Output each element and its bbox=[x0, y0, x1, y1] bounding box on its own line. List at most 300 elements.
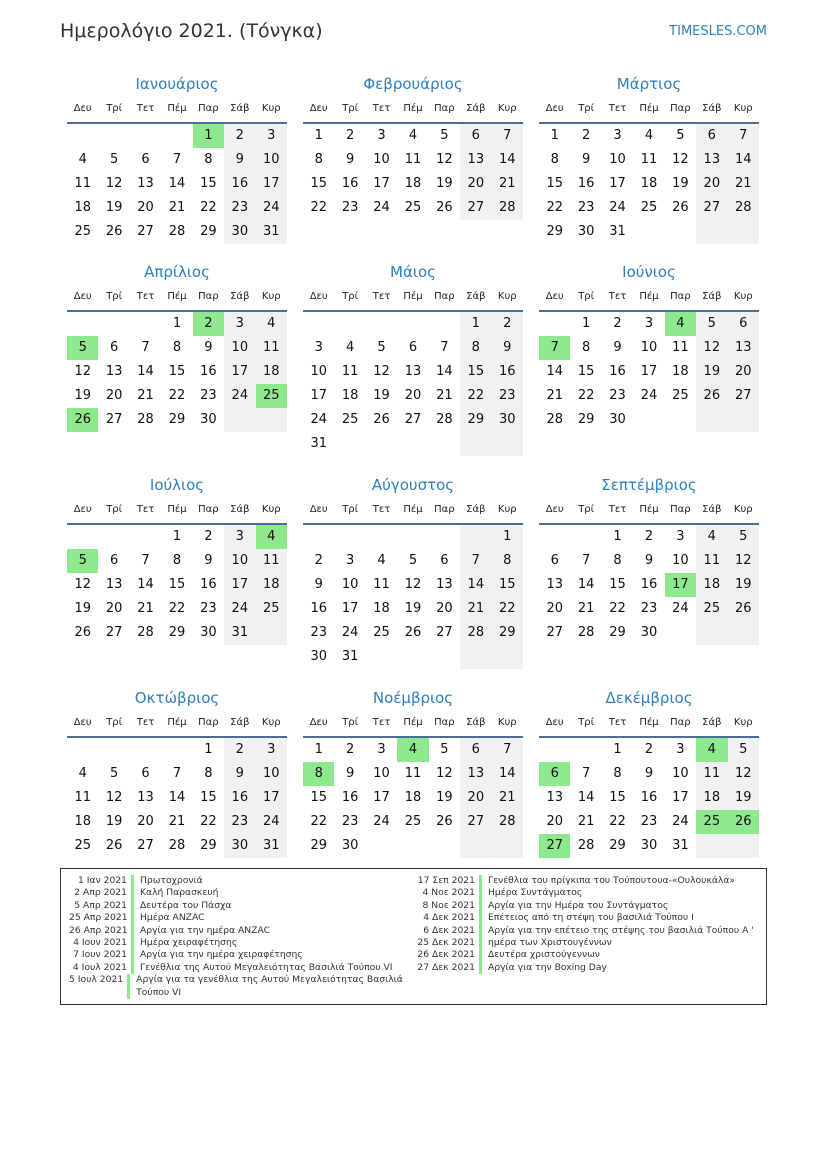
day-cell[interactable]: 6 bbox=[550, 553, 559, 568]
day-cell[interactable]: 21 bbox=[577, 814, 595, 829]
day-cell[interactable]: 9 bbox=[204, 340, 213, 355]
day-cell[interactable]: 7 bbox=[492, 124, 523, 148]
day-cell[interactable]: 18 bbox=[373, 601, 390, 616]
day-cell[interactable]: 1 bbox=[172, 316, 182, 331]
day-cell[interactable]: 18 bbox=[696, 786, 727, 810]
day-cell[interactable]: 1 bbox=[314, 128, 323, 143]
day-cell[interactable]: 13 bbox=[460, 762, 491, 786]
holiday-day-cell[interactable]: 4 bbox=[665, 312, 696, 336]
day-cell[interactable]: 21 bbox=[577, 601, 595, 616]
day-cell[interactable]: 17 bbox=[373, 176, 390, 191]
day-cell[interactable]: 26 bbox=[373, 412, 390, 427]
day-cell[interactable]: 9 bbox=[345, 152, 355, 167]
day-cell[interactable]: 6 bbox=[696, 124, 727, 148]
day-cell[interactable]: 13 bbox=[137, 790, 154, 805]
day-cell[interactable]: 17 bbox=[609, 176, 626, 191]
day-cell[interactable]: 24 bbox=[672, 814, 689, 829]
day-cell[interactable]: 28 bbox=[168, 838, 186, 853]
day-cell[interactable]: 9 bbox=[581, 152, 591, 167]
day-cell[interactable]: 1 bbox=[460, 312, 491, 336]
day-cell[interactable]: 8 bbox=[204, 766, 213, 781]
day-cell[interactable]: 13 bbox=[105, 364, 123, 379]
day-cell[interactable]: 20 bbox=[404, 388, 422, 403]
day-cell[interactable]: 17 bbox=[224, 573, 255, 597]
day-cell[interactable]: 7 bbox=[172, 152, 182, 167]
day-cell[interactable]: 6 bbox=[460, 738, 491, 762]
day-cell[interactable]: 30 bbox=[341, 838, 359, 853]
day-cell[interactable]: 14 bbox=[168, 176, 186, 191]
day-cell[interactable]: 19 bbox=[672, 176, 689, 191]
day-cell[interactable]: 9 bbox=[224, 762, 255, 786]
day-cell[interactable]: 18 bbox=[640, 176, 658, 191]
day-cell[interactable]: 12 bbox=[105, 790, 123, 805]
day-cell[interactable]: 23 bbox=[200, 388, 217, 403]
day-cell[interactable]: 2 bbox=[644, 742, 654, 757]
day-cell[interactable]: 15 bbox=[310, 790, 327, 805]
day-cell[interactable]: 10 bbox=[341, 577, 359, 592]
day-cell[interactable]: 8 bbox=[613, 553, 622, 568]
day-cell[interactable]: 24 bbox=[373, 814, 390, 829]
day-cell[interactable]: 9 bbox=[204, 553, 213, 568]
day-cell[interactable]: 24 bbox=[640, 388, 658, 403]
day-cell[interactable]: 28 bbox=[492, 196, 523, 220]
site-link[interactable]: TIMESLES.COM bbox=[669, 24, 767, 39]
day-cell[interactable]: 21 bbox=[492, 172, 523, 196]
day-cell[interactable]: 21 bbox=[492, 786, 523, 810]
day-cell[interactable]: 19 bbox=[74, 601, 91, 616]
day-cell[interactable]: 10 bbox=[672, 766, 689, 781]
day-cell[interactable]: 15 bbox=[546, 176, 563, 191]
day-cell[interactable]: 5 bbox=[676, 128, 685, 143]
day-cell[interactable]: 30 bbox=[310, 649, 327, 664]
day-cell[interactable]: 21 bbox=[137, 388, 154, 403]
day-cell[interactable]: 26 bbox=[436, 814, 453, 829]
day-cell[interactable]: 7 bbox=[492, 738, 523, 762]
day-cell[interactable]: 24 bbox=[256, 196, 287, 220]
day-cell[interactable]: 9 bbox=[224, 148, 255, 172]
day-cell[interactable]: 10 bbox=[224, 549, 255, 573]
day-cell[interactable]: 28 bbox=[577, 838, 595, 853]
day-cell[interactable]: 30 bbox=[492, 408, 523, 432]
day-cell[interactable]: 16 bbox=[341, 176, 359, 191]
day-cell[interactable]: 9 bbox=[492, 336, 523, 360]
day-cell[interactable]: 19 bbox=[728, 786, 759, 810]
day-cell[interactable]: 6 bbox=[408, 340, 418, 355]
day-cell[interactable]: 20 bbox=[105, 388, 123, 403]
day-cell[interactable]: 21 bbox=[168, 200, 186, 215]
day-cell[interactable]: 11 bbox=[404, 766, 422, 781]
day-cell[interactable]: 19 bbox=[728, 573, 759, 597]
day-cell[interactable]: 30 bbox=[200, 625, 217, 640]
day-cell[interactable]: 18 bbox=[256, 573, 287, 597]
day-cell[interactable]: 16 bbox=[609, 364, 626, 379]
day-cell[interactable]: 12 bbox=[672, 152, 689, 167]
day-cell[interactable]: 3 bbox=[377, 128, 386, 143]
day-cell[interactable]: 8 bbox=[613, 766, 622, 781]
day-cell[interactable]: 22 bbox=[200, 200, 217, 215]
day-cell[interactable]: 20 bbox=[728, 360, 759, 384]
day-cell[interactable]: 27 bbox=[696, 196, 727, 220]
day-cell[interactable]: 4 bbox=[78, 152, 87, 167]
day-cell[interactable]: 29 bbox=[200, 224, 217, 239]
holiday-day-cell[interactable]: 4 bbox=[696, 738, 727, 762]
day-cell[interactable]: 27 bbox=[728, 384, 759, 408]
day-cell[interactable]: 3 bbox=[676, 742, 685, 757]
holiday-day-cell[interactable]: 27 bbox=[539, 834, 570, 858]
day-cell[interactable]: 13 bbox=[546, 790, 563, 805]
holiday-day-cell[interactable]: 25 bbox=[256, 384, 287, 408]
day-cell[interactable]: 27 bbox=[436, 625, 453, 640]
day-cell[interactable]: 29 bbox=[609, 838, 626, 853]
day-cell[interactable]: 10 bbox=[256, 148, 287, 172]
day-cell[interactable]: 2 bbox=[345, 742, 355, 757]
day-cell[interactable]: 18 bbox=[404, 176, 422, 191]
day-cell[interactable]: 25 bbox=[640, 200, 658, 215]
day-cell[interactable]: 25 bbox=[256, 597, 287, 621]
day-cell[interactable]: 15 bbox=[200, 790, 217, 805]
day-cell[interactable]: 23 bbox=[341, 200, 359, 215]
day-cell[interactable]: 12 bbox=[728, 549, 759, 573]
day-cell[interactable]: 5 bbox=[109, 152, 119, 167]
day-cell[interactable]: 25 bbox=[341, 412, 359, 427]
day-cell[interactable]: 17 bbox=[256, 786, 287, 810]
day-cell[interactable]: 2 bbox=[492, 312, 523, 336]
day-cell[interactable]: 20 bbox=[105, 601, 123, 616]
day-cell[interactable]: 13 bbox=[404, 364, 422, 379]
day-cell[interactable]: 14 bbox=[577, 577, 595, 592]
day-cell[interactable]: 18 bbox=[696, 573, 727, 597]
day-cell[interactable]: 26 bbox=[404, 625, 422, 640]
day-cell[interactable]: 17 bbox=[672, 790, 689, 805]
day-cell[interactable]: 16 bbox=[200, 364, 217, 379]
day-cell[interactable]: 25 bbox=[74, 838, 91, 853]
day-cell[interactable]: 30 bbox=[200, 412, 217, 427]
day-cell[interactable]: 1 bbox=[613, 742, 622, 757]
day-cell[interactable]: 31 bbox=[224, 621, 255, 645]
day-cell[interactable]: 5 bbox=[109, 766, 119, 781]
day-cell[interactable]: 1 bbox=[613, 529, 622, 544]
day-cell[interactable]: 27 bbox=[546, 625, 563, 640]
day-cell[interactable]: 13 bbox=[696, 148, 727, 172]
day-cell[interactable]: 23 bbox=[341, 814, 359, 829]
day-cell[interactable]: 11 bbox=[74, 790, 91, 805]
day-cell[interactable]: 16 bbox=[224, 172, 255, 196]
day-cell[interactable]: 7 bbox=[172, 766, 182, 781]
day-cell[interactable]: 8 bbox=[172, 553, 182, 568]
holiday-day-cell[interactable]: 2 bbox=[193, 312, 224, 336]
day-cell[interactable]: 23 bbox=[577, 200, 595, 215]
day-cell[interactable]: 3 bbox=[345, 553, 355, 568]
day-cell[interactable]: 2 bbox=[224, 124, 255, 148]
holiday-day-cell[interactable]: 5 bbox=[67, 336, 98, 360]
day-cell[interactable]: 15 bbox=[492, 573, 523, 597]
day-cell[interactable]: 27 bbox=[404, 412, 422, 427]
day-cell[interactable]: 19 bbox=[105, 200, 123, 215]
day-cell[interactable]: 4 bbox=[644, 128, 654, 143]
day-cell[interactable]: 2 bbox=[224, 738, 255, 762]
day-cell[interactable]: 14 bbox=[460, 573, 491, 597]
day-cell[interactable]: 9 bbox=[314, 577, 323, 592]
day-cell[interactable]: 10 bbox=[224, 336, 255, 360]
day-cell[interactable]: 10 bbox=[640, 340, 658, 355]
day-cell[interactable]: 28 bbox=[436, 412, 453, 427]
day-cell[interactable]: 24 bbox=[609, 200, 626, 215]
day-cell[interactable]: 19 bbox=[436, 790, 453, 805]
day-cell[interactable]: 29 bbox=[546, 224, 563, 239]
day-cell[interactable]: 21 bbox=[546, 388, 563, 403]
day-cell[interactable]: 27 bbox=[460, 196, 491, 220]
day-cell[interactable]: 8 bbox=[460, 336, 491, 360]
day-cell[interactable]: 3 bbox=[224, 525, 255, 549]
day-cell[interactable]: 7 bbox=[460, 549, 491, 573]
day-cell[interactable]: 30 bbox=[640, 625, 658, 640]
day-cell[interactable]: 29 bbox=[168, 412, 186, 427]
day-cell[interactable]: 24 bbox=[310, 412, 327, 427]
day-cell[interactable]: 11 bbox=[672, 340, 689, 355]
day-cell[interactable]: 15 bbox=[310, 176, 327, 191]
day-cell[interactable]: 11 bbox=[640, 152, 658, 167]
day-cell[interactable]: 15 bbox=[609, 790, 626, 805]
day-cell[interactable]: 16 bbox=[640, 790, 658, 805]
day-cell[interactable]: 5 bbox=[440, 742, 449, 757]
day-cell[interactable]: 28 bbox=[460, 621, 491, 645]
day-cell[interactable]: 13 bbox=[728, 336, 759, 360]
day-cell[interactable]: 3 bbox=[613, 128, 622, 143]
day-cell[interactable]: 31 bbox=[609, 224, 626, 239]
day-cell[interactable]: 29 bbox=[310, 838, 327, 853]
day-cell[interactable]: 24 bbox=[672, 601, 689, 616]
day-cell[interactable]: 30 bbox=[609, 412, 626, 427]
day-cell[interactable]: 23 bbox=[492, 384, 523, 408]
day-cell[interactable]: 26 bbox=[672, 200, 689, 215]
day-cell[interactable]: 25 bbox=[696, 597, 727, 621]
day-cell[interactable]: 15 bbox=[577, 364, 595, 379]
day-cell[interactable]: 9 bbox=[644, 766, 654, 781]
day-cell[interactable]: 22 bbox=[168, 601, 186, 616]
day-cell[interactable]: 2 bbox=[204, 529, 213, 544]
day-cell[interactable]: 3 bbox=[676, 529, 685, 544]
day-cell[interactable]: 6 bbox=[460, 124, 491, 148]
day-cell[interactable]: 30 bbox=[640, 838, 658, 853]
day-cell[interactable]: 21 bbox=[728, 172, 759, 196]
day-cell[interactable]: 18 bbox=[256, 360, 287, 384]
day-cell[interactable]: 3 bbox=[256, 738, 287, 762]
day-cell[interactable]: 23 bbox=[640, 601, 658, 616]
day-cell[interactable]: 16 bbox=[200, 577, 217, 592]
day-cell[interactable]: 28 bbox=[546, 412, 563, 427]
day-cell[interactable]: 18 bbox=[341, 388, 359, 403]
holiday-day-cell[interactable]: 7 bbox=[539, 336, 570, 360]
day-cell[interactable]: 22 bbox=[200, 814, 217, 829]
day-cell[interactable]: 21 bbox=[436, 388, 453, 403]
day-cell[interactable]: 3 bbox=[314, 340, 323, 355]
day-cell[interactable]: 15 bbox=[168, 577, 186, 592]
day-cell[interactable]: 16 bbox=[224, 786, 255, 810]
day-cell[interactable]: 11 bbox=[404, 152, 422, 167]
day-cell[interactable]: 4 bbox=[377, 553, 386, 568]
day-cell[interactable]: 1 bbox=[581, 316, 591, 331]
day-cell[interactable]: 27 bbox=[137, 224, 154, 239]
day-cell[interactable]: 17 bbox=[256, 172, 287, 196]
day-cell[interactable]: 22 bbox=[492, 597, 523, 621]
day-cell[interactable]: 26 bbox=[696, 384, 727, 408]
day-cell[interactable]: 3 bbox=[224, 312, 255, 336]
day-cell[interactable]: 12 bbox=[696, 336, 727, 360]
day-cell[interactable]: 20 bbox=[137, 814, 154, 829]
day-cell[interactable]: 19 bbox=[436, 176, 453, 191]
day-cell[interactable]: 18 bbox=[404, 790, 422, 805]
day-cell[interactable]: 13 bbox=[105, 577, 123, 592]
day-cell[interactable]: 27 bbox=[105, 625, 123, 640]
day-cell[interactable]: 8 bbox=[581, 340, 591, 355]
day-cell[interactable]: 21 bbox=[137, 601, 154, 616]
day-cell[interactable]: 28 bbox=[168, 224, 186, 239]
day-cell[interactable]: 25 bbox=[672, 388, 689, 403]
day-cell[interactable]: 16 bbox=[310, 601, 327, 616]
day-cell[interactable]: 2 bbox=[644, 529, 654, 544]
day-cell[interactable]: 14 bbox=[728, 148, 759, 172]
day-cell[interactable]: 22 bbox=[168, 388, 186, 403]
day-cell[interactable]: 12 bbox=[404, 577, 422, 592]
day-cell[interactable]: 8 bbox=[550, 152, 559, 167]
day-cell[interactable]: 5 bbox=[728, 738, 759, 762]
day-cell[interactable]: 8 bbox=[172, 340, 182, 355]
day-cell[interactable]: 16 bbox=[577, 176, 595, 191]
day-cell[interactable]: 4 bbox=[408, 128, 418, 143]
day-cell[interactable]: 19 bbox=[105, 814, 123, 829]
day-cell[interactable]: 23 bbox=[310, 625, 327, 640]
day-cell[interactable]: 5 bbox=[440, 128, 449, 143]
day-cell[interactable]: 31 bbox=[672, 838, 689, 853]
day-cell[interactable]: 24 bbox=[373, 200, 390, 215]
day-cell[interactable]: 12 bbox=[74, 364, 91, 379]
day-cell[interactable]: 28 bbox=[137, 412, 154, 427]
day-cell[interactable]: 16 bbox=[341, 790, 359, 805]
day-cell[interactable]: 5 bbox=[696, 312, 727, 336]
day-cell[interactable]: 12 bbox=[105, 176, 123, 191]
holiday-day-cell[interactable]: 1 bbox=[193, 124, 224, 148]
day-cell[interactable]: 11 bbox=[696, 549, 727, 573]
day-cell[interactable]: 5 bbox=[728, 525, 759, 549]
day-cell[interactable]: 2 bbox=[581, 128, 591, 143]
day-cell[interactable]: 7 bbox=[141, 553, 150, 568]
day-cell[interactable]: 23 bbox=[200, 601, 217, 616]
day-cell[interactable]: 14 bbox=[436, 364, 453, 379]
day-cell[interactable]: 12 bbox=[436, 152, 453, 167]
day-cell[interactable]: 1 bbox=[172, 529, 182, 544]
day-cell[interactable]: 11 bbox=[696, 762, 727, 786]
day-cell[interactable]: 15 bbox=[460, 360, 491, 384]
day-cell[interactable]: 13 bbox=[137, 176, 154, 191]
day-cell[interactable]: 25 bbox=[404, 814, 422, 829]
day-cell[interactable]: 23 bbox=[640, 814, 658, 829]
day-cell[interactable]: 6 bbox=[109, 553, 119, 568]
day-cell[interactable]: 29 bbox=[460, 408, 491, 432]
day-cell[interactable]: 24 bbox=[341, 625, 359, 640]
day-cell[interactable]: 3 bbox=[644, 316, 654, 331]
day-cell[interactable]: 25 bbox=[404, 200, 422, 215]
holiday-day-cell[interactable]: 5 bbox=[67, 549, 98, 573]
holiday-day-cell[interactable]: 17 bbox=[665, 573, 696, 597]
day-cell[interactable]: 28 bbox=[577, 625, 595, 640]
day-cell[interactable]: 20 bbox=[460, 172, 491, 196]
day-cell[interactable]: 31 bbox=[256, 834, 287, 858]
day-cell[interactable]: 13 bbox=[460, 148, 491, 172]
day-cell[interactable]: 14 bbox=[577, 790, 595, 805]
day-cell[interactable]: 22 bbox=[609, 814, 626, 829]
day-cell[interactable]: 15 bbox=[168, 364, 186, 379]
day-cell[interactable]: 7 bbox=[581, 766, 591, 781]
day-cell[interactable]: 10 bbox=[310, 364, 327, 379]
day-cell[interactable]: 20 bbox=[546, 601, 563, 616]
day-cell[interactable]: 12 bbox=[436, 766, 453, 781]
day-cell[interactable]: 21 bbox=[168, 814, 186, 829]
day-cell[interactable]: 10 bbox=[256, 762, 287, 786]
holiday-day-cell[interactable]: 26 bbox=[67, 408, 98, 432]
day-cell[interactable]: 14 bbox=[137, 364, 154, 379]
day-cell[interactable]: 14 bbox=[492, 148, 523, 172]
day-cell[interactable]: 17 bbox=[224, 360, 255, 384]
day-cell[interactable]: 6 bbox=[728, 312, 759, 336]
day-cell[interactable]: 19 bbox=[696, 360, 727, 384]
day-cell[interactable]: 10 bbox=[373, 152, 390, 167]
day-cell[interactable]: 13 bbox=[546, 577, 563, 592]
day-cell[interactable]: 20 bbox=[460, 786, 491, 810]
day-cell[interactable]: 27 bbox=[105, 412, 123, 427]
holiday-day-cell[interactable]: 8 bbox=[303, 762, 334, 786]
day-cell[interactable]: 28 bbox=[137, 625, 154, 640]
day-cell[interactable]: 12 bbox=[728, 762, 759, 786]
day-cell[interactable]: 9 bbox=[345, 766, 355, 781]
day-cell[interactable]: 28 bbox=[728, 196, 759, 220]
day-cell[interactable]: 9 bbox=[613, 340, 622, 355]
day-cell[interactable]: 31 bbox=[256, 220, 287, 244]
day-cell[interactable]: 21 bbox=[460, 597, 491, 621]
day-cell[interactable]: 10 bbox=[373, 766, 390, 781]
day-cell[interactable]: 24 bbox=[256, 810, 287, 834]
day-cell[interactable]: 29 bbox=[609, 625, 626, 640]
day-cell[interactable]: 4 bbox=[256, 312, 287, 336]
day-cell[interactable]: 20 bbox=[137, 200, 154, 215]
day-cell[interactable]: 14 bbox=[546, 364, 563, 379]
day-cell[interactable]: 22 bbox=[546, 200, 563, 215]
day-cell[interactable]: 17 bbox=[640, 364, 658, 379]
day-cell[interactable]: 1 bbox=[204, 742, 213, 757]
day-cell[interactable]: 26 bbox=[436, 200, 453, 215]
day-cell[interactable]: 23 bbox=[224, 196, 255, 220]
day-cell[interactable]: 16 bbox=[640, 577, 658, 592]
day-cell[interactable]: 18 bbox=[74, 200, 91, 215]
day-cell[interactable]: 22 bbox=[310, 200, 327, 215]
day-cell[interactable]: 19 bbox=[373, 388, 390, 403]
day-cell[interactable]: 1 bbox=[550, 128, 559, 143]
day-cell[interactable]: 17 bbox=[373, 790, 390, 805]
day-cell[interactable]: 5 bbox=[408, 553, 418, 568]
day-cell[interactable]: 8 bbox=[314, 152, 323, 167]
day-cell[interactable]: 30 bbox=[224, 834, 255, 858]
day-cell[interactable]: 23 bbox=[224, 810, 255, 834]
day-cell[interactable]: 1 bbox=[492, 525, 523, 549]
day-cell[interactable]: 14 bbox=[492, 762, 523, 786]
day-cell[interactable]: 18 bbox=[74, 814, 91, 829]
day-cell[interactable]: 3 bbox=[377, 742, 386, 757]
day-cell[interactable]: 17 bbox=[310, 388, 327, 403]
holiday-day-cell[interactable]: 4 bbox=[397, 738, 428, 762]
day-cell[interactable]: 11 bbox=[256, 336, 287, 360]
day-cell[interactable]: 24 bbox=[224, 384, 255, 408]
day-cell[interactable]: 11 bbox=[373, 577, 390, 592]
day-cell[interactable]: 7 bbox=[581, 553, 591, 568]
